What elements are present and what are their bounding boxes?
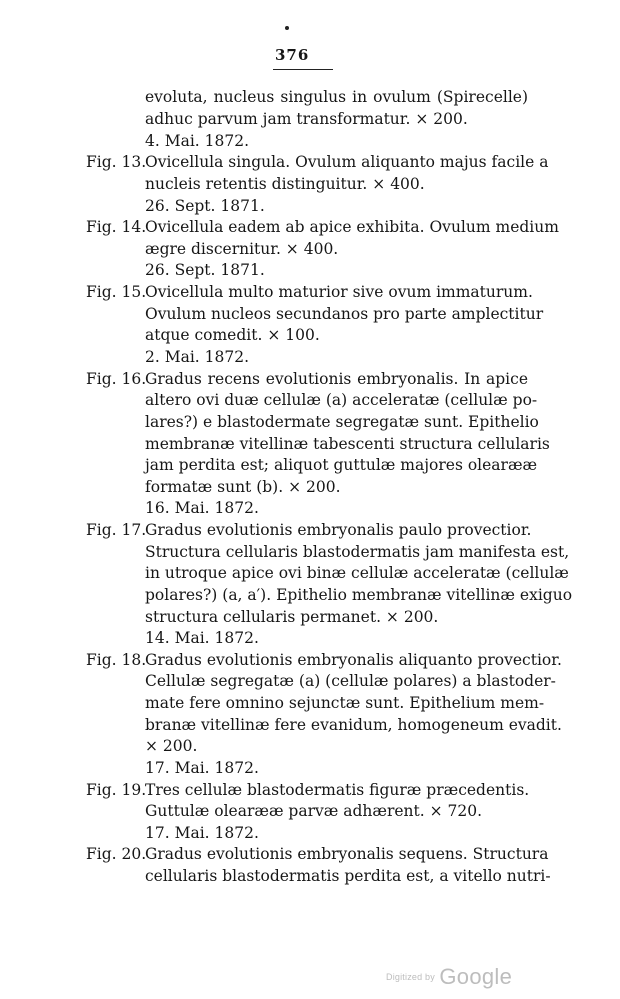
figure-label: Fig. 20. bbox=[86, 845, 147, 863]
page-dot bbox=[285, 26, 289, 30]
figure-label: Fig. 16. bbox=[86, 370, 147, 388]
figure-label: Fig. 17. bbox=[86, 521, 147, 539]
text-line: 17. Mai. 1872. bbox=[145, 759, 259, 777]
text-line: 26. Sept. 1871. bbox=[145, 261, 265, 279]
page-number: 376 bbox=[275, 46, 310, 64]
text-line: Structura cellularis blastodermatis jam manifesta est, bbox=[145, 543, 570, 561]
text-line: 26. Sept. 1871. bbox=[145, 197, 265, 215]
text-line: ægre discernitur. × 400. bbox=[145, 240, 339, 258]
figure-label: Fig. 14. bbox=[86, 218, 147, 236]
text-line: jam perdita est; aliquot guttulæ majores olearææ bbox=[145, 456, 538, 474]
text-line: 2. Mai. 1872. bbox=[145, 348, 250, 366]
text-line: formatæ sunt (b). × 200. bbox=[145, 478, 341, 496]
text-line: Ovicellula eadem ab apice exhibita. Ovulum medium bbox=[145, 218, 559, 236]
text-line: branæ vitellinæ fere evanidum, homogeneum evadit. bbox=[145, 716, 562, 734]
figure-label: Fig. 15. bbox=[86, 283, 147, 301]
text-line: structura cellularis permanet. × 200. bbox=[145, 608, 439, 626]
figure-label: Fig. 13. bbox=[86, 153, 147, 171]
text-line: × 200. bbox=[145, 737, 198, 755]
page-number-rule bbox=[273, 69, 333, 70]
text-line: Gradus evolutionis embryonalis aliquanto provectior. bbox=[145, 651, 562, 669]
text-line: altero ovi duæ cellulæ (a) acceleratæ (cellulæ po- bbox=[145, 391, 538, 409]
figure-label: Fig. 19. bbox=[86, 781, 147, 799]
text-line: cellularis blastodermatis perdita est, a vitello nutri- bbox=[145, 867, 551, 885]
figure-label: Fig. 18. bbox=[86, 651, 147, 669]
text-line: atque comedit. × 100. bbox=[145, 326, 320, 344]
text-line: Ovicellula multo maturior sive ovum immaturum. bbox=[145, 283, 533, 301]
text-line: Gradus evolutionis embryonalis sequens. Structura bbox=[145, 845, 549, 863]
text-line: Ovicellula singula. Ovulum aliquanto majus facile a bbox=[145, 153, 549, 171]
text-line: 14. Mai. 1872. bbox=[145, 629, 259, 647]
text-line: polares?) (a, a′). Epithelio membranæ vitellinæ exiguo bbox=[145, 586, 573, 604]
text-line: Gradus evolutionis embryonalis paulo provectior. bbox=[145, 521, 532, 539]
google-logo-text: Google bbox=[439, 964, 513, 989]
text-line: 17. Mai. 1872. bbox=[145, 824, 259, 842]
text-line: Cellulæ segregatæ (a) (cellulæ polares) a blastoder- bbox=[145, 672, 556, 690]
text-line: mate fere omnino sejunctæ sunt. Epithelium mem- bbox=[145, 694, 545, 712]
text-line: in utroque apice ovi binæ cellulæ acceleratæ (cellulæ bbox=[145, 564, 569, 582]
text-line: Ovulum nucleos secundanos pro parte amplectitur bbox=[145, 305, 544, 323]
text-line: membranæ vitellinæ tabescenti structura cellularis bbox=[145, 435, 550, 453]
text-line: Gradus recens evolutionis embryonalis. In apice bbox=[145, 370, 528, 388]
text-line: nucleis retentis distinguitur. × 400. bbox=[145, 175, 425, 193]
text-line: 4. Mai. 1872. bbox=[145, 132, 250, 150]
text-line: lares?) e blastodermate segregatæ sunt. Epithelio bbox=[145, 413, 539, 431]
text-line: Guttulæ olearææ parvæ adhærent. × 720. bbox=[145, 802, 483, 820]
text-line: adhuc parvum jam transformatur. × 200. bbox=[145, 110, 468, 128]
text-line: evoluta, nucleus singulus in ovulum (Spirecelle) bbox=[145, 88, 528, 106]
watermark-prefix: Digitized by bbox=[386, 972, 435, 982]
text-line: Tres cellulæ blastodermatis figuræ præcedentis. bbox=[145, 781, 530, 799]
text-line: 16. Mai. 1872. bbox=[145, 499, 259, 517]
digitized-by-google-watermark bbox=[386, 964, 512, 990]
